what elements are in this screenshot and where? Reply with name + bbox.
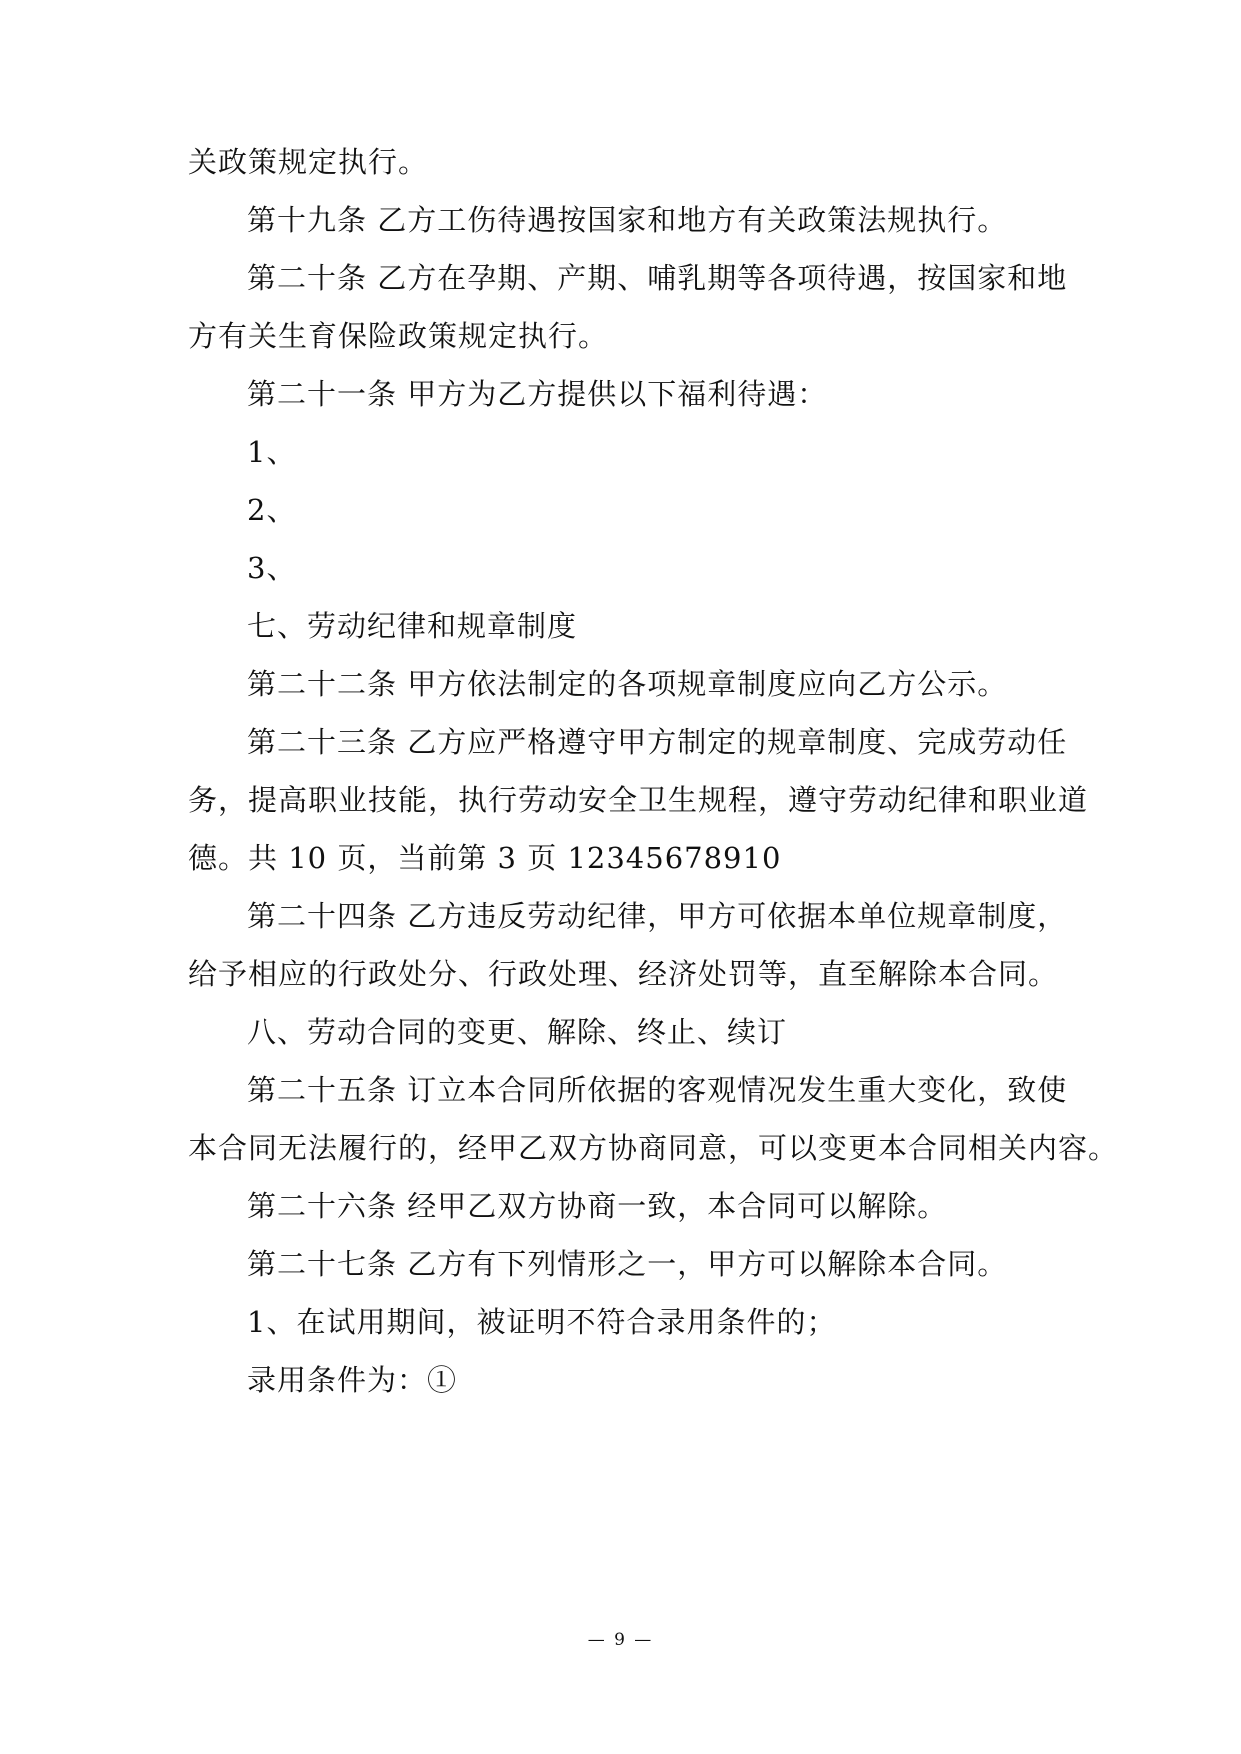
text-line: 关政策规定执行。: [188, 145, 429, 179]
section-heading: 七、劳动纪律和规章制度: [247, 609, 578, 643]
text-line: 第十九条 乙方工伤待遇按国家和地方有关政策法规执行。: [247, 203, 1008, 237]
text-line: 第二十四条 乙方违反劳动纪律，甲方可依据本单位规章制度，: [247, 899, 1068, 933]
text-line: 德。共 10 页，当前第 3 页 12345678910: [188, 841, 782, 875]
text-line: 本合同无法履行的，经甲乙双方协商同意，可以变更本合同相关内容。: [188, 1131, 1119, 1165]
text-line: 方有关生育保险政策规定执行。: [188, 319, 609, 353]
section-heading: 八、劳动合同的变更、解除、终止、续订: [247, 1015, 788, 1049]
text-line: 第二十三条 乙方应严格遵守甲方制定的规章制度、完成劳动任: [247, 725, 1068, 759]
text-line: 第二十条 乙方在孕期、产期、哺乳期等各项待遇，按国家和地: [247, 261, 1068, 295]
page-number: — 9 —: [587, 1630, 654, 1650]
list-item: 1、: [247, 435, 297, 469]
text-line: 第二十七条 乙方有下列情形之一，甲方可以解除本合同。: [247, 1247, 1008, 1281]
text-line: 务，提高职业技能，执行劳动安全卫生规程，遵守劳动纪律和职业道: [188, 783, 1089, 817]
text-line: 第二十二条 甲方依法制定的各项规章制度应向乙方公示。: [247, 667, 1008, 701]
list-item: 2、: [247, 493, 297, 527]
text-line: 第二十五条 订立本合同所依据的客观情况发生重大变化，致使: [247, 1073, 1068, 1107]
list-item: 3、: [247, 551, 297, 585]
text-line: 第二十六条 经甲乙双方协商一致，本合同可以解除。: [247, 1189, 948, 1223]
text-line: 第二十一条 甲方为乙方提供以下福利待遇：: [247, 377, 828, 411]
text-line: 录用条件为：①: [247, 1363, 458, 1397]
text-line: 给予相应的行政处分、行政处理、经济处罚等，直至解除本合同。: [188, 957, 1059, 991]
list-item: 1、在试用期间，被证明不符合录用条件的；: [247, 1305, 837, 1339]
